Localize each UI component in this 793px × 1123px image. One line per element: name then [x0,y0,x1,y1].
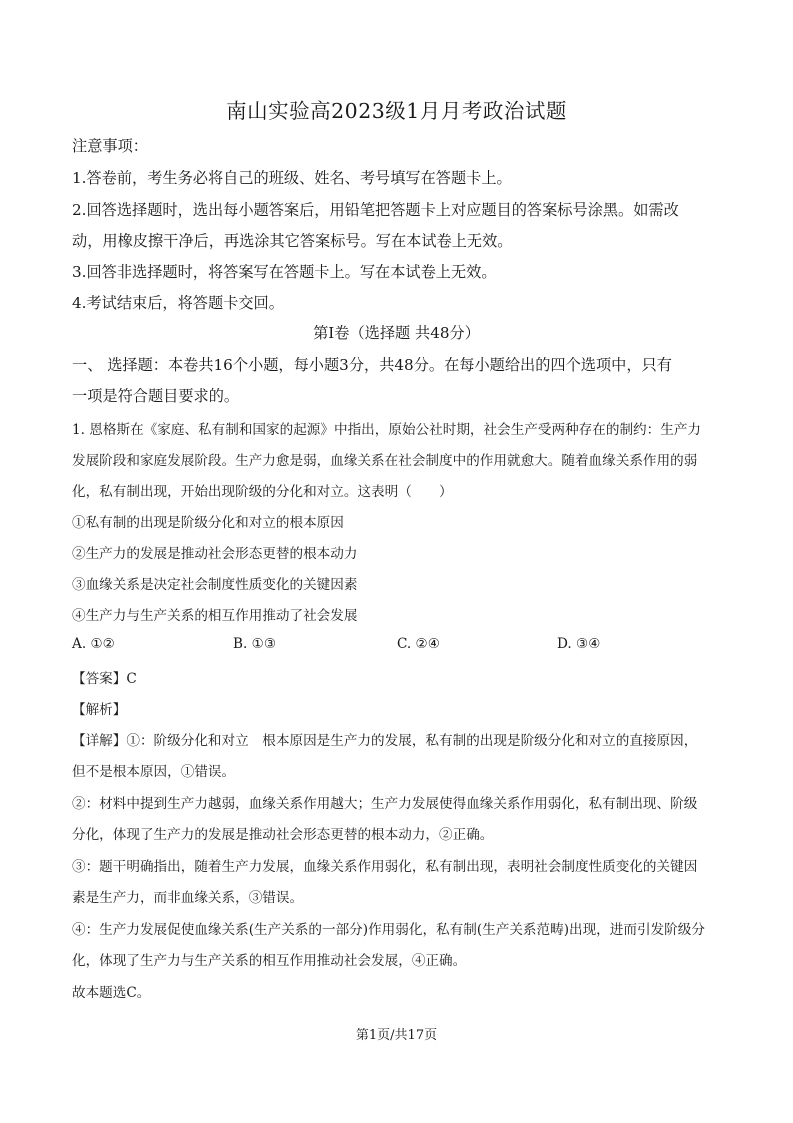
analysis-tag: 【解析】 [72,702,127,718]
question-stem: 1. 恩格斯在《家庭、私有制和国家的起源》中指出，原始公社时期，社会生产受两种存在的制约：生产力 [72,422,702,438]
question-statement: ③血缘关系是决定社会制度性质变化的关键因素 [72,577,358,593]
section-intro: 一项是符合题目要求的。 [72,387,240,405]
notice-item: 1.答卷前，考生务必将自己的班级、姓名、考号填写在答题卡上。 [72,169,512,187]
option-b: B. ①③ [233,636,277,652]
notice-item: 3.回答非选择题时，将答案写在答题卡上。写在本试卷上无效。 [72,263,497,281]
detail-line [72,729,697,749]
notice-item: 2.回答选择题时，选出每小题答案后，用铅笔把答题卡上对应题目的答案标号涂黑。如需改 [72,201,679,219]
detail-text: 故本题选C。 [72,985,151,1001]
detail-text: ①：阶级分化和对立 根本原因是生产力的发展，私有制的出现是阶级分化和对立的直接原因， [126,733,698,749]
answer-tag: 【答案】 [72,671,127,687]
question-statement: ④生产力与生产关系的相互作用推动了社会发展 [72,608,358,624]
answer-value: C [126,671,137,687]
question-statement: ②生产力的发展是推动社会形态更替的根本动力 [72,546,358,562]
page-title: 南山实验高2023级1月月考政治试题 [226,99,567,123]
detail-text: ②：材料中提到生产力越弱，血缘关系作用越大；生产力发展使得血缘关系作用弱化，私有制出现、阶级 [72,796,698,812]
detail-text: ③：题干明确指出，随着生产力发展，血缘关系作用弱化，私有制出现，表明社会制度性质变化的关键因 [72,859,698,875]
detail-tag: 【详解】 [72,733,127,749]
section-heading: 第Ⅰ卷（选择题 共48分） [313,324,480,342]
option-c: C. ②④ [397,636,440,652]
detail-text: 化，体现了生产力与生产关系的相互作用推动社会发展，④正确。 [72,953,467,969]
question-stem: 化，私有制出现，开始出现阶级的分化和对立。这表明（ ） [72,484,453,500]
option-a: A. ①② [72,636,115,652]
notice-item: 4.考试结束后，将答题卡交回。 [72,294,284,312]
option-d: D. ③④ [557,636,601,652]
page-footer: 第1页/共17页 [355,1028,438,1043]
answer-line [72,667,137,687]
notice-item: 动，用橡皮擦干净后，再选涂其它答案标号。写在本试卷上无效。 [72,232,513,250]
section-intro: 一、 选择题：本卷共16个小题，每小题3分，共48分。在每小题给出的四个选项中，只有 [72,356,672,374]
detail-text: 素是生产力，而非血缘关系，③错误。 [72,890,304,906]
detail-text: ④：生产力发展促使血缘关系(生产关系的一部分)作用弱化，私有制(生产关系范畴)出现，进而引发阶级分 [72,922,705,938]
question-stem: 发展阶段和家庭发展阶段。生产力愈是弱，血缘关系在社会制度中的作用就愈大。随着血缘关系作用的弱 [72,453,698,469]
detail-text: 但不是根本原因，①错误。 [72,764,236,780]
detail-text: 分化，体现了生产力的发展是推动社会形态更替的根本动力，②正确。 [72,827,494,843]
question-statement: ①私有制的出现是阶级分化和对立的根本原因 [72,515,344,531]
notice-heading: 注意事项： [72,137,148,155]
